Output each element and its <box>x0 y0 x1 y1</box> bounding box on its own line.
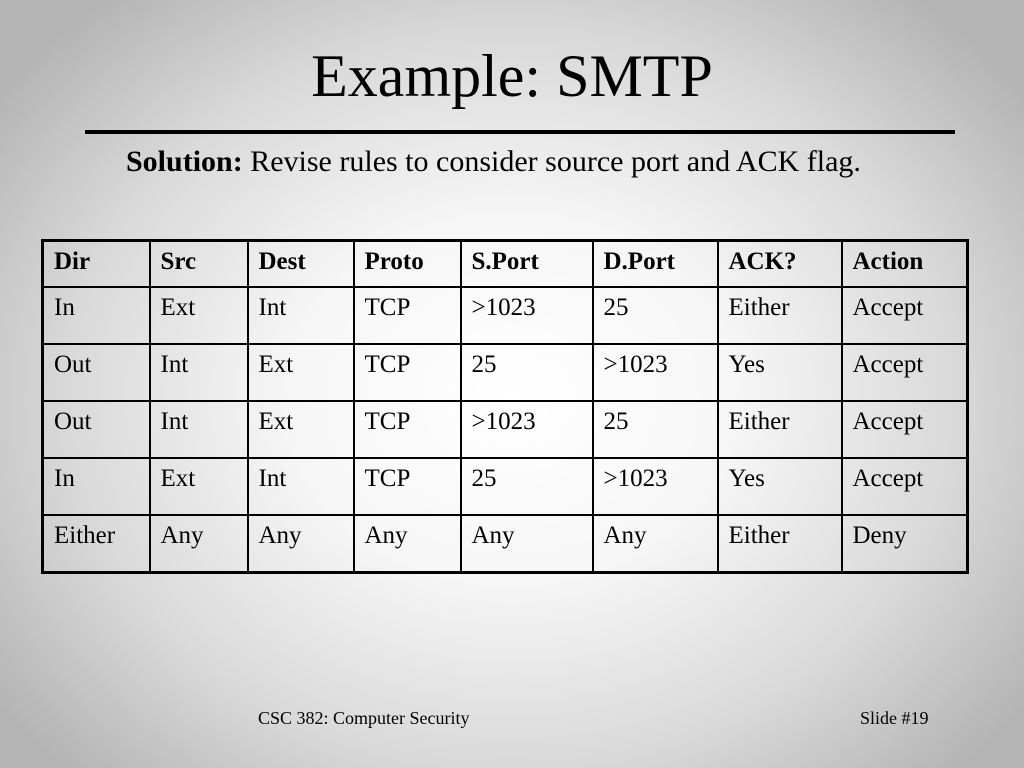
table-row <box>43 344 968 401</box>
header-dport: D.Port <box>593 241 718 288</box>
table-cell: >1023 <box>593 344 718 401</box>
table-cell: 25 <box>461 344 593 401</box>
table-cell: Out <box>43 401 150 458</box>
table-cell: Int <box>248 458 354 515</box>
table-cell: Any <box>248 515 354 573</box>
solution-text <box>126 141 916 183</box>
table-cell: Any <box>461 515 593 573</box>
slide-title: Example: SMTP <box>311 43 713 109</box>
table-cell: TCP <box>354 344 461 401</box>
table-cell: 25 <box>461 458 593 515</box>
table-cell: Any <box>354 515 461 573</box>
footer-course: CSC 382: Computer Security <box>258 708 470 728</box>
table-cell: Int <box>150 401 248 458</box>
table-row <box>43 287 968 344</box>
table-row <box>43 401 968 458</box>
header-dest: Dest <box>248 241 354 288</box>
table-cell: Either <box>718 515 842 573</box>
title-divider <box>85 130 955 134</box>
table-cell: Accept <box>842 458 968 515</box>
table-cell: Any <box>150 515 248 573</box>
table-cell: >1023 <box>461 287 593 344</box>
table-cell: 25 <box>593 287 718 344</box>
header-proto: Proto <box>354 241 461 288</box>
table-header-row <box>43 241 968 288</box>
table-cell: Ext <box>248 401 354 458</box>
table-cell: Accept <box>842 287 968 344</box>
solution-description: Revise rules to consider source port and ACK flag. <box>242 145 861 178</box>
table-cell: Any <box>593 515 718 573</box>
footer-slide-number: Slide #19 <box>860 708 929 728</box>
table-cell: Deny <box>842 515 968 573</box>
solution-label: Solution: <box>126 145 243 178</box>
table-cell: Int <box>150 344 248 401</box>
header-src: Src <box>150 241 248 288</box>
table-cell: Ext <box>248 344 354 401</box>
table-cell: Either <box>718 401 842 458</box>
table-row <box>43 515 968 573</box>
table-cell: Ext <box>150 458 248 515</box>
header-action: Action <box>842 241 968 288</box>
table-cell: >1023 <box>461 401 593 458</box>
table-cell: Either <box>43 515 150 573</box>
table-cell: In <box>43 287 150 344</box>
header-dir: Dir <box>43 241 150 288</box>
table-cell: Int <box>248 287 354 344</box>
header-sport: S.Port <box>461 241 593 288</box>
table-cell: In <box>43 458 150 515</box>
table-row <box>43 458 968 515</box>
table-cell: Accept <box>842 344 968 401</box>
firewall-rules-table <box>41 239 969 574</box>
table-cell: >1023 <box>593 458 718 515</box>
header-ack: ACK? <box>718 241 842 288</box>
table-cell: Either <box>718 287 842 344</box>
table-cell: TCP <box>354 458 461 515</box>
table-cell: Yes <box>718 458 842 515</box>
table-cell: 25 <box>593 401 718 458</box>
table-cell: Ext <box>150 287 248 344</box>
table-cell: Accept <box>842 401 968 458</box>
table-cell: TCP <box>354 401 461 458</box>
table-cell: Yes <box>718 344 842 401</box>
table-cell: Out <box>43 344 150 401</box>
table-cell: TCP <box>354 287 461 344</box>
